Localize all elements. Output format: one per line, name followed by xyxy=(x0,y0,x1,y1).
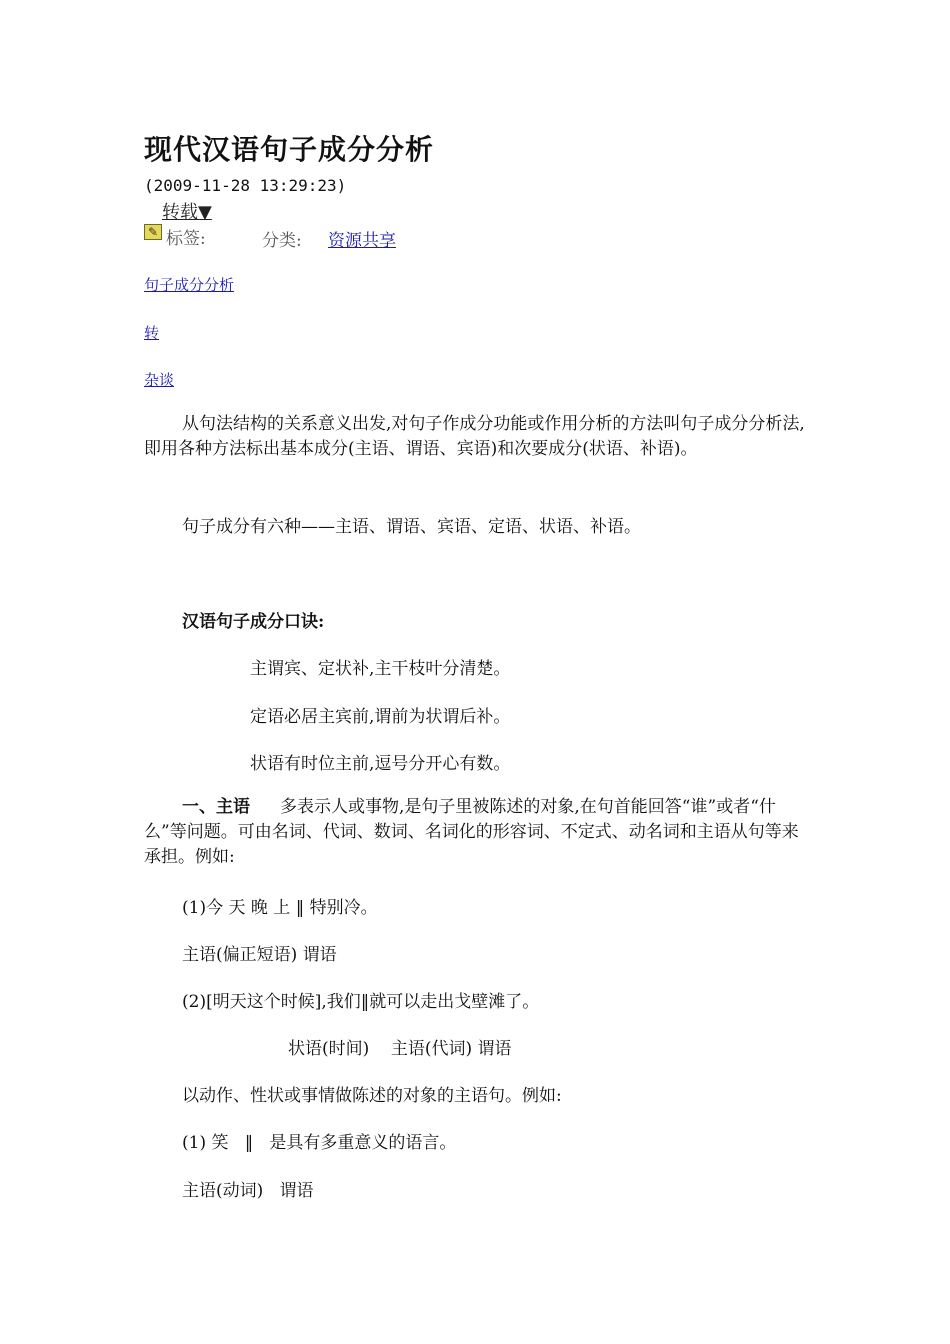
verbal-subject-text: 以动作、性状或事情做陈述的对象的主语句。例如: xyxy=(182,1086,562,1106)
page-title: 现代汉语句子成分分析 xyxy=(144,133,435,166)
intro-paragraph xyxy=(144,412,810,462)
nav-link-sentence-analysis[interactable]: 句子成分分析 xyxy=(144,276,235,294)
intro-text: 从句法结构的关系意义出发,对句子作成分功能或作用分析的方法叫句子成分分析法,即用各种方法标出基本成分(主语、谓语、宾语)和次要成分(状语、补语)。 xyxy=(144,414,805,459)
example-sentence: (1) 笑 ‖ 是具有多重意义的语言。 xyxy=(182,1133,457,1153)
mnemonic-line: 主谓宾、定状补,主干枝叶分清楚。 xyxy=(250,659,511,679)
example-note: 主语(动词) 谓语 xyxy=(182,1181,314,1201)
example-sentence: (1)今 天 晚 上 ‖ 特别冷。 xyxy=(182,898,378,918)
example-note: 主语(偏正短语) 谓语 xyxy=(182,945,337,965)
tag-icon: ✎ xyxy=(144,224,162,240)
example-sentence: (2)[明天这个时候],我们‖就可以走出戈壁滩了。 xyxy=(182,992,540,1012)
six-components-text: 句子成分有六种——主语、谓语、宾语、定语、状语、补语。 xyxy=(182,517,641,537)
nav-link-misc[interactable]: 杂谈 xyxy=(144,371,175,389)
section1-heading: 一、主语 xyxy=(182,797,250,817)
category-label: 分类: xyxy=(262,231,302,251)
mnemonic-line: 定语必居主宾前,谓前为状谓后补。 xyxy=(250,707,511,727)
section1-text: 多表示人或事物,是句子里被陈述的对象,在句首能回答“谁”或者“什么”等问题。可由名词、代词、数词、名词化的形容词、不定式、动名词和主语从句等来承担。例如: xyxy=(144,797,799,867)
repost-button[interactable]: 转载▼ xyxy=(162,202,212,223)
tag-label: 标签: xyxy=(166,229,206,249)
mnemonic-line: 状语有时位主前,逗号分开心有数。 xyxy=(250,754,511,774)
nav-link-repost[interactable]: 转 xyxy=(144,324,160,342)
example-note: 状语(时间) 主语(代词) 谓语 xyxy=(288,1039,512,1059)
post-date: (2009-11-28 13:29:23) xyxy=(144,176,347,195)
category-link[interactable]: 资源共享 xyxy=(328,231,396,251)
section1-paragraph xyxy=(144,795,810,870)
mnemonic-heading: 汉语句子成分口诀: xyxy=(182,612,325,632)
